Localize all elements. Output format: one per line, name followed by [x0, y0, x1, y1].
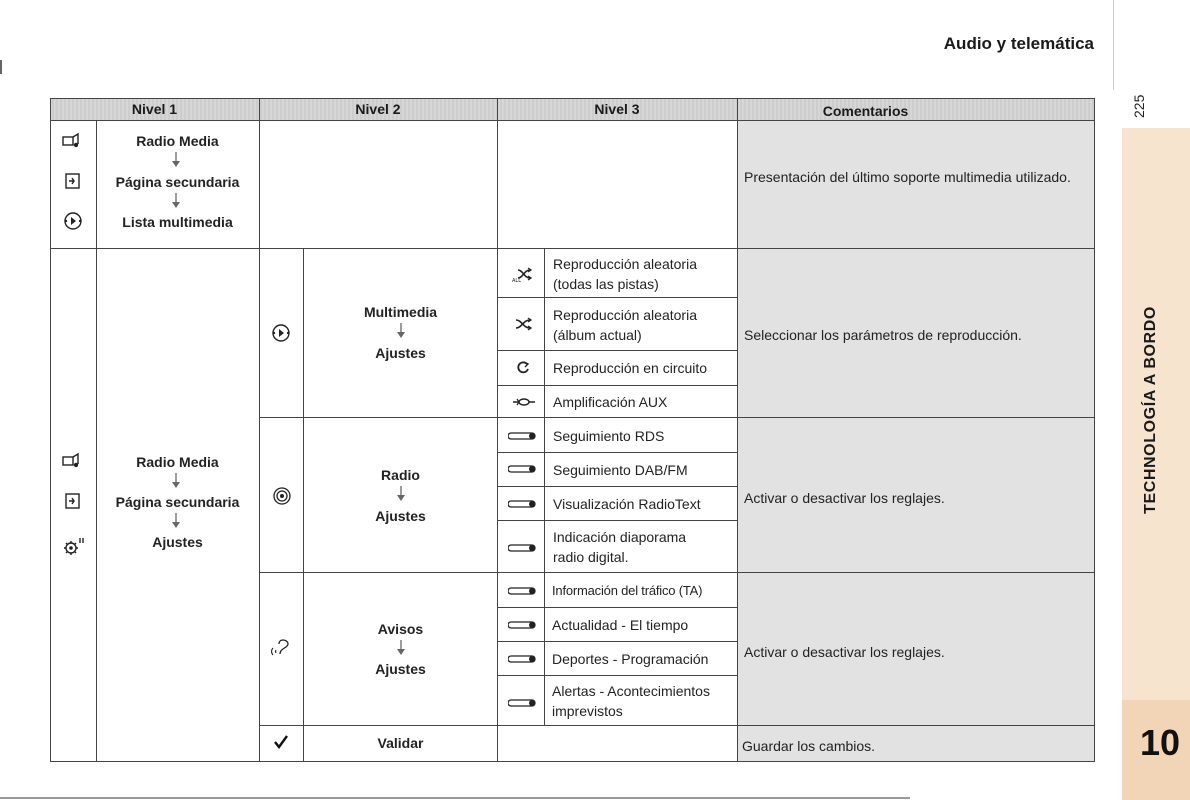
aux-amp-icon [511, 392, 537, 412]
down-arrow-icon [395, 323, 407, 339]
col-header-comentarios: Comentarios [822, 103, 909, 119]
media-list-icon [62, 211, 82, 231]
comment-announcements: Activar o desactivar los reglajes. [744, 644, 945, 660]
nivel3-slideshow: Indicación diaporama radio digital. [553, 529, 687, 565]
nivel2-settings: Ajustes [375, 345, 426, 361]
nivel2-avisos: Avisos [377, 621, 424, 637]
nivel3-aux-amp: Amplificación AUX [553, 394, 668, 410]
nivel1-radio-media: Radio Media [136, 133, 219, 149]
nivel1-secondary-page: Página secundaria [115, 174, 240, 190]
nivel2-settings: Ajustes [375, 661, 426, 677]
toggle-icon [508, 542, 538, 554]
nivel2-multimedia: Multimedia [363, 304, 438, 320]
shuffle-all-icon [511, 263, 535, 283]
nivel1-radio-media: Radio Media [136, 454, 219, 470]
nivel3-sports: Deportes - Programación [552, 651, 709, 667]
nivel3-shuffle-album: Reproducción aleatoria (álbum actual) [553, 307, 697, 343]
comment-playback: Seleccionar los parámetros de reproducción. [744, 327, 1022, 343]
down-arrow-icon [170, 152, 182, 168]
header-rule [1113, 0, 1114, 90]
page-number: 225 [1131, 94, 1147, 118]
toggle-icon [508, 463, 538, 475]
down-arrow-icon [170, 193, 182, 209]
radio-icon [272, 486, 292, 506]
chapter-number: 10 [1140, 722, 1181, 763]
down-arrow-icon [170, 513, 182, 529]
margin-mark [0, 60, 2, 74]
toggle-icon [508, 619, 538, 631]
check-icon [272, 733, 292, 753]
nivel3-weather: Actualidad - El tiempo [552, 617, 689, 633]
announcements-icon [270, 638, 290, 658]
chapter-title: TECHNOLOGÍA A BORDO [1142, 306, 1159, 514]
comment-save-changes: Guardar los cambios. [742, 738, 876, 754]
col-header-nivel2: Nivel 2 [355, 101, 401, 117]
comment-radio-settings: Activar o desactivar los reglajes. [744, 490, 945, 506]
svg-text:ALL: ALL [512, 278, 521, 283]
down-arrow-icon [395, 486, 407, 502]
toggle-icon [508, 653, 538, 665]
radio-media-icon [62, 131, 82, 151]
toggle-icon [508, 585, 538, 597]
toggle-icon [508, 498, 538, 510]
secondary-page-icon [64, 492, 84, 512]
toggle-icon [508, 697, 538, 709]
nivel2-validate: Validar [377, 735, 424, 751]
footer-rule [0, 797, 910, 799]
nivel3-alerts: Alertas - Acontecimientos imprevistos [552, 683, 710, 719]
col-header-nivel3: Nivel 3 [594, 101, 640, 117]
radio-media-icon [62, 451, 82, 471]
col-header-nivel1: Nivel 1 [131, 101, 178, 117]
nivel1-settings: Ajustes [152, 534, 203, 550]
nivel3-dab-fm: Seguimiento DAB/FM [553, 462, 688, 478]
repeat-icon [513, 358, 533, 378]
nivel3-repeat: Reproducción en circuito [553, 360, 708, 376]
secondary-page-icon [64, 172, 84, 192]
settings-gear-icon [62, 535, 86, 555]
nivel3-traffic: Información del tráfico (TA) [552, 583, 703, 598]
shuffle-album-icon [511, 314, 535, 334]
nivel3-rds: Seguimiento RDS [553, 428, 665, 444]
section-title: Audio y telemática [943, 34, 1094, 53]
nivel3-radiotext: Visualización RadioText [553, 496, 701, 512]
nivel2-radio: Radio [381, 467, 420, 483]
nivel1-media-list: Lista multimedia [122, 214, 233, 230]
down-arrow-icon [395, 640, 407, 656]
comment-last-media: Presentación del último soporte multimedia utilizado. [744, 169, 1071, 185]
nivel1-secondary-page: Página secundaria [115, 494, 240, 510]
media-list-icon [270, 323, 290, 343]
nivel2-settings: Ajustes [375, 508, 426, 524]
nivel3-shuffle-all: Reproducción aleatoria (todas las pistas) [553, 256, 697, 292]
down-arrow-icon [170, 473, 182, 489]
toggle-icon [508, 430, 538, 442]
